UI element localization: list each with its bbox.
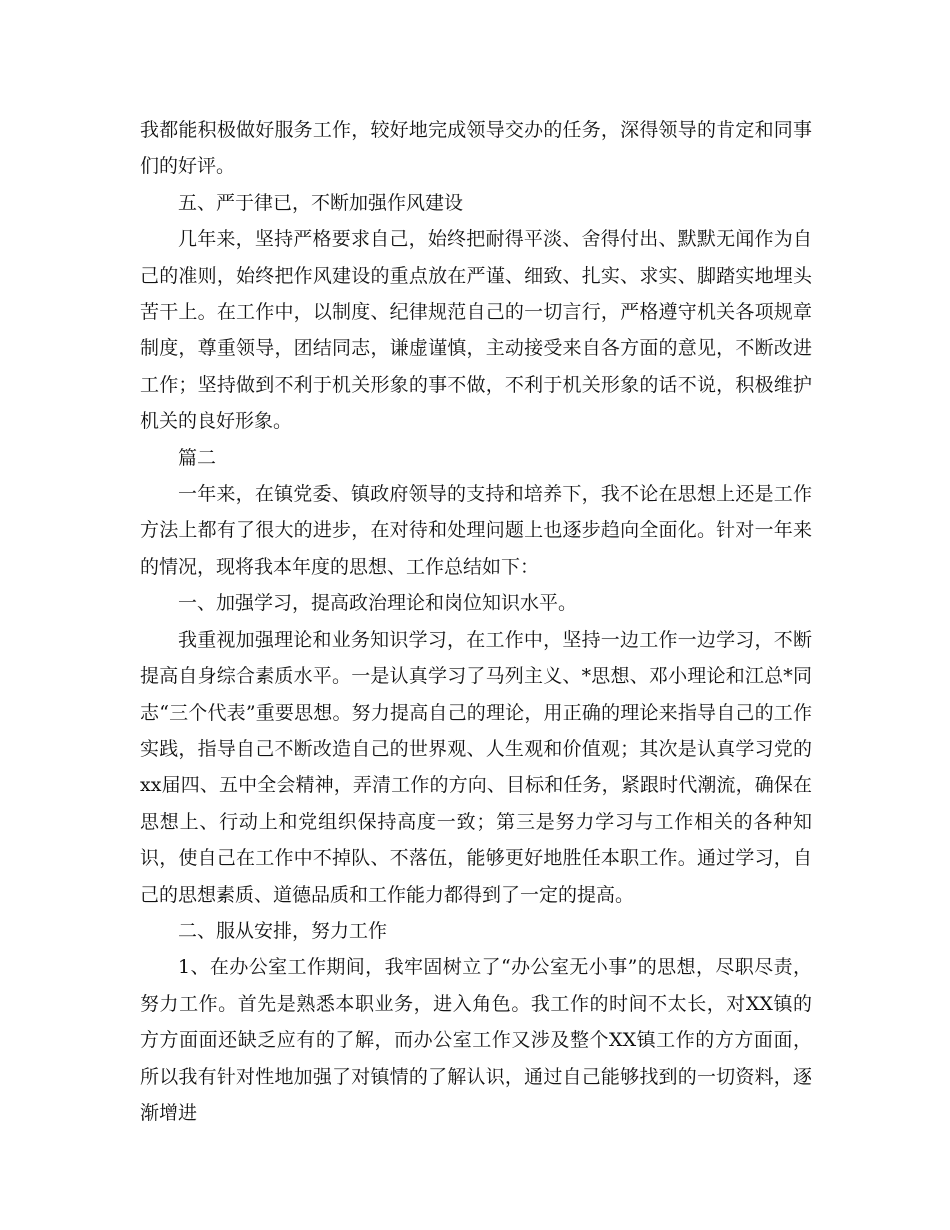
- paragraph-continued: 我都能积极做好服务工作，较好地完成领导交办的任务，深得领导的肯定和同事们的好评。: [140, 119, 812, 178]
- document-page: [140, 112, 812, 1131]
- section-heading-5: 五、严于律已，不断加强作风建设: [178, 191, 464, 214]
- part-heading: 篇二: [178, 446, 217, 469]
- paragraph: 几年来，坚持严格要求自己，始终把耐得平淡、舍得付出、默默无闻作为自己的准则，始终把作风建设的重点放在严谨、细致、扎实、求实、脚踏实地埋头苦干上。在工作中，以制度、纪律规范自己的一切言行，严格遵守机关各项规章制度，尊重领导，团结同志，谦虚谨慎，主动接受来自各方面的意见，不断改进工作；坚持做到不利于机关形象的事不做，不利于机关形象的话不说，积极维护机关的良好形象。: [140, 228, 812, 433]
- section-heading-2: 二、服从安排，努力工作: [178, 919, 388, 942]
- paragraph: 一年来，在镇党委、镇政府领导的支持和培养下，我不论在思想上还是工作方法上都有了很大的进步，在对待和处理问题上也逐步趋向全面化。针对一年来的情况，现将我本年度的思想、工作总结如下：: [140, 483, 812, 578]
- section-heading-1: 一、加强学习，提高政治理论和岗位知识水平。: [178, 592, 578, 615]
- paragraph: 我重视加强理论和业务知识学习，在工作中，坚持一边工作一边学习，不断提高自身综合素质水平。一是认真学习了马列主义、*思想、邓小理论和江总*同志“三个代表”重要思想。努力提高自己的理论，用正确的理论来指导自己的工作实践，指导自己不断改造自己的世界观、人生观和价值观；其次是认真学习党的xx届四、五中全会精神，弄清工作的方向、目标和任务，紧跟时代潮流，确保在思想上、行动上和党组织保持高度一致；第三是努力学习与工作相关的各种知识，使自己在工作中不掉队、不落伍，能够更好地胜任本职工作。通过学习，自己的思想素质、道德品质和工作能力都得到了一定的提高。: [140, 628, 812, 906]
- paragraph: 1、在办公室工作期间，我牢固树立了“办公室无小事”的思想，尽职尽责，努力工作。首先是熟悉本职业务，进入角色。我工作的时间不太长，对XX镇的方方面面还缺乏应有的了解，而办公室工作又涉及整个XX镇工作的方方面面，所以我有针对性地加强了对镇情的了解认识，通过自己能够找到的一切资料，逐渐增进: [140, 956, 812, 1124]
